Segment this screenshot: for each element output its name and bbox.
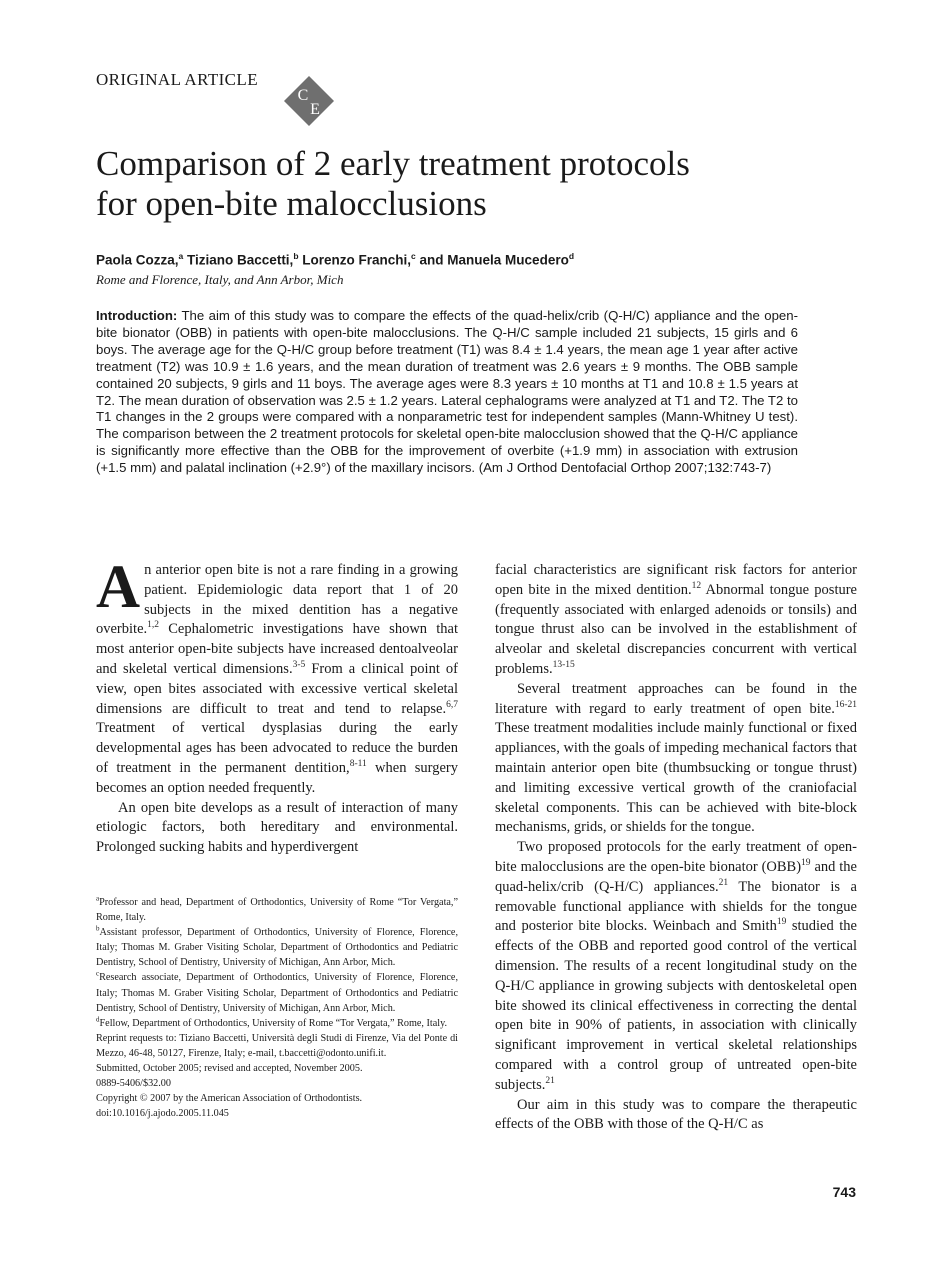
title-line: for open-bite malocclusions xyxy=(96,184,487,223)
body-column-left xyxy=(96,554,458,858)
footnote-text: Professor and head, Department of Orthodontics, University of Rome “Tor Vergata,” Rome, Italy. xyxy=(96,897,458,924)
citation-ref[interactable]: 13-15 xyxy=(552,660,575,671)
text-run: Cephalometric investigations have shown that most anterior open-bite subjects have increased dentoalveolar and skeletal vertical dimensions. xyxy=(96,621,458,677)
text-run: Our aim in this study was to compare the therapeutic effects of the OBB with those of the Q-H/C as xyxy=(495,1096,857,1133)
footnote-text: Submitted, October 2005; revised and accepted, November 2005. xyxy=(96,1063,363,1075)
citation-ref[interactable]: 8-11 xyxy=(349,759,367,770)
body-paragraph xyxy=(96,554,458,799)
ce-badge-diamond xyxy=(284,76,334,126)
footnote-text: Research associate, Department of Orthodontics, University of Florence, Florence, Italy; Thomas M. Graber Visiting Scholar, Department of Orthodontics and Pediatric Dentistry, School of Dentistry, University of Michigan, Ann Arbor, Mich. xyxy=(96,972,458,1014)
author-name: Tiziano Baccetti, xyxy=(187,252,294,268)
footnote-text: Assistant professor, Department of Orthodontics, University of Florence, Florence, Italy; Thomas M. Graber Visiting Scholar, Department of Orthodontics and Pediatric Dentistry, School of Dentistry, University of Michigan, Ann Arbor, Mich. xyxy=(96,927,458,969)
text-run: The bionator is a removable functional appliance with shields for the tongue and posterior bite blocks. Weinbach and Smith xyxy=(495,878,857,935)
author-mark: c xyxy=(411,251,416,261)
affiliation: Rome and Florence, Italy, and Ann Arbor, Mich xyxy=(96,272,344,287)
author-list xyxy=(96,251,856,268)
citation-ref[interactable]: 12 xyxy=(691,580,702,591)
footnote xyxy=(96,1076,458,1091)
footnote-mark: d xyxy=(96,1015,100,1024)
body-paragraph xyxy=(495,1096,857,1136)
author-mark: a xyxy=(178,251,184,261)
text-run: Abnormal tongue posture (frequently associated with enlarged adenoids or tonsils) and tongue thrust also can be involved in the establishment of alveolar and skeletal discrepancies concurrent with vertical problems. xyxy=(495,581,857,677)
footnote-mark: b xyxy=(96,924,100,933)
text-run: Two proposed protocols for the early treatment of open-bite malocclusions are the open-bite bionator (OBB) xyxy=(495,839,857,875)
body-column-right xyxy=(495,561,857,1135)
footnote-text: Reprint requests to: Tiziano Baccetti, Università degli Studi di Firenze, Via del Ponte di Mezzo, 46-48, 50127, Firenze, Italy; e-mail, t.baccetti@odonto.unifi.it. xyxy=(96,1032,458,1059)
text-run: These treatment modalities include mainly functional or fixed appliances, with the goals of impeding mechanical factors that maintain anterior open bite (thumbsucking or tongue thrust) and limiting excessive vertical growth of the craniofacial skeletal components. This can be achieved with bite-block mechanisms, grids, or shields for the tongue. xyxy=(495,720,857,836)
section-label: ORIGINAL ARTICLE xyxy=(96,70,258,89)
footnote-mark: a xyxy=(96,894,100,903)
footnote xyxy=(96,1091,458,1106)
title-line: Comparison of 2 early treatment protocols xyxy=(96,144,690,183)
citation-ref[interactable]: 16-21 xyxy=(834,699,857,710)
footnote-text: 0889-5406/$32.00 xyxy=(96,1078,171,1090)
paragraph-content xyxy=(495,1097,857,1133)
footnote xyxy=(96,1031,458,1061)
abstract-label: Introduction: xyxy=(96,308,178,323)
author-mark: b xyxy=(293,251,299,261)
ce-badge-letter-e: E xyxy=(310,101,320,118)
body-paragraph xyxy=(495,838,857,1095)
text-run: when surgery becomes an option needed frequently. xyxy=(96,759,458,796)
text-run: Treatment of vertical dysplasias during the early developmental ages has been advocated to reduce the burden of treatment in the permanent dentition, xyxy=(96,720,458,776)
citation-ref[interactable]: 21 xyxy=(718,877,729,888)
citation-ref[interactable]: 6,7 xyxy=(446,699,458,710)
body-paragraph xyxy=(96,799,458,858)
drop-cap: A xyxy=(96,554,141,621)
paragraph-content xyxy=(495,681,857,836)
abstract-text: The aim of this study was to compare the effects of the quad-helix/crib (Q-H/C) appliance and the open-bite bionator (OBB) in patients with open-bite malocclusions. The Q-H/C sample included 21 subjects, 15 girls and 6 boys. The average age for the Q-H/C group before treatment (T1) was 8.4 ± 1.4 years, the mean age 1 year after active treatment (T2) was 10.9 ± 1.6 years, and the mean duration of treatment was 2.6 years ± 9 months. The OBB sample contained 20 subjects, 9 girls and 11 boys. The average ages were 8.3 years ± 10 months at T1 and 10.8 ± 1.5 years at T2. The mean duration of observation was 2.5 ± 1.2 years. Lateral cephalograms were analyzed at T1 and T2. The T2 to T1 changes in the 2 groups were compared with a nonparametric test for independent samples (Mann-Whitney U test). The comparison between the 2 treatment protocols for skeletal open-bite malocclusion showed that the Q-H/C appliance is significantly more effective than the OBB for the improvement of overbite (+1.9 mm) in association with extrusion (+1.5 mm) and palatal inclination (+2.9°) of the maxillary incisors. (Am J Orthod Dentofacial Orthop 2007;132:743-7) xyxy=(96,308,798,476)
article-title xyxy=(96,144,836,224)
text-run: Several treatment approaches can be found in the literature with regard to early treatment of open bite. xyxy=(495,680,857,717)
text-run: and the quad-helix/crib (Q-H/C) appliances. xyxy=(495,858,857,895)
paragraph-content xyxy=(96,554,458,796)
text-run: studied the effects of the OBB and reported good control of the vertical dimension. The results of a recent longitudinal study on the Q-H/C appliance in growing subjects with dentoskeletal open bite showed its clinical effectiveness in correcting the dental open bite in 90% of patients, in association with clinically significant improvement in vertical skeletal relationships compared with a control group of untreated open-bite subjects. xyxy=(495,918,857,1093)
footnote xyxy=(96,970,458,1015)
ce-badge-letter-c: C xyxy=(297,87,309,104)
paragraph-content xyxy=(96,800,458,856)
footnotes xyxy=(96,895,458,1121)
author-name: Paola Cozza, xyxy=(96,252,179,268)
footnote xyxy=(96,895,458,925)
footnote xyxy=(96,1106,458,1121)
text-run: facial characteristics are significant risk factors for anterior open bite in the mixed dentition. xyxy=(495,562,857,598)
ce-badge-icon xyxy=(283,75,335,127)
body-paragraph xyxy=(495,680,857,838)
footnote xyxy=(96,1016,458,1031)
paragraph-content xyxy=(495,839,857,1093)
citation-ref[interactable]: 1,2 xyxy=(147,620,160,631)
citation-ref[interactable]: 19 xyxy=(801,858,811,869)
text-run: From a clinical point of view, open bites associated with excessive vertical skeletal dimensions are difficult to treat and tend to relapse. xyxy=(96,660,458,717)
footnote xyxy=(96,1061,458,1076)
abstract xyxy=(96,308,798,477)
paragraph-content xyxy=(495,562,857,677)
body-paragraph xyxy=(495,561,857,680)
text-run: n anterior open bite is not a rare finding in a growing patient. Epidemiologic data report that 1 of 20 subjects in the mixed dentition has a negative overbite. xyxy=(96,562,458,638)
citation-ref[interactable]: 3-5 xyxy=(292,660,306,671)
author-mark: d xyxy=(568,251,575,261)
footnote xyxy=(96,925,458,970)
citation-ref[interactable]: 19 xyxy=(776,917,787,928)
page-number: 743 xyxy=(832,1184,856,1200)
footnote-text: Fellow, Department of Orthodontics, University of Rome “Tor Vergata,” Rome, Italy. xyxy=(99,1017,448,1029)
footnote-text: Copyright © 2007 by the American Association of Orthodontists. xyxy=(96,1093,363,1105)
author-name: Lorenzo Franchi, xyxy=(302,252,412,268)
text-run: An open bite develops as a result of interaction of many etiologic factors, both hereditary and environmental. Prolonged sucking habits and hyperdivergent xyxy=(96,799,458,856)
footnote-text: doi:10.1016/j.ajodo.2005.11.045 xyxy=(96,1108,229,1120)
footnote-mark: c xyxy=(96,970,100,979)
author-name: and Manuela Mucedero xyxy=(419,252,569,268)
citation-ref[interactable]: 21 xyxy=(545,1075,555,1086)
